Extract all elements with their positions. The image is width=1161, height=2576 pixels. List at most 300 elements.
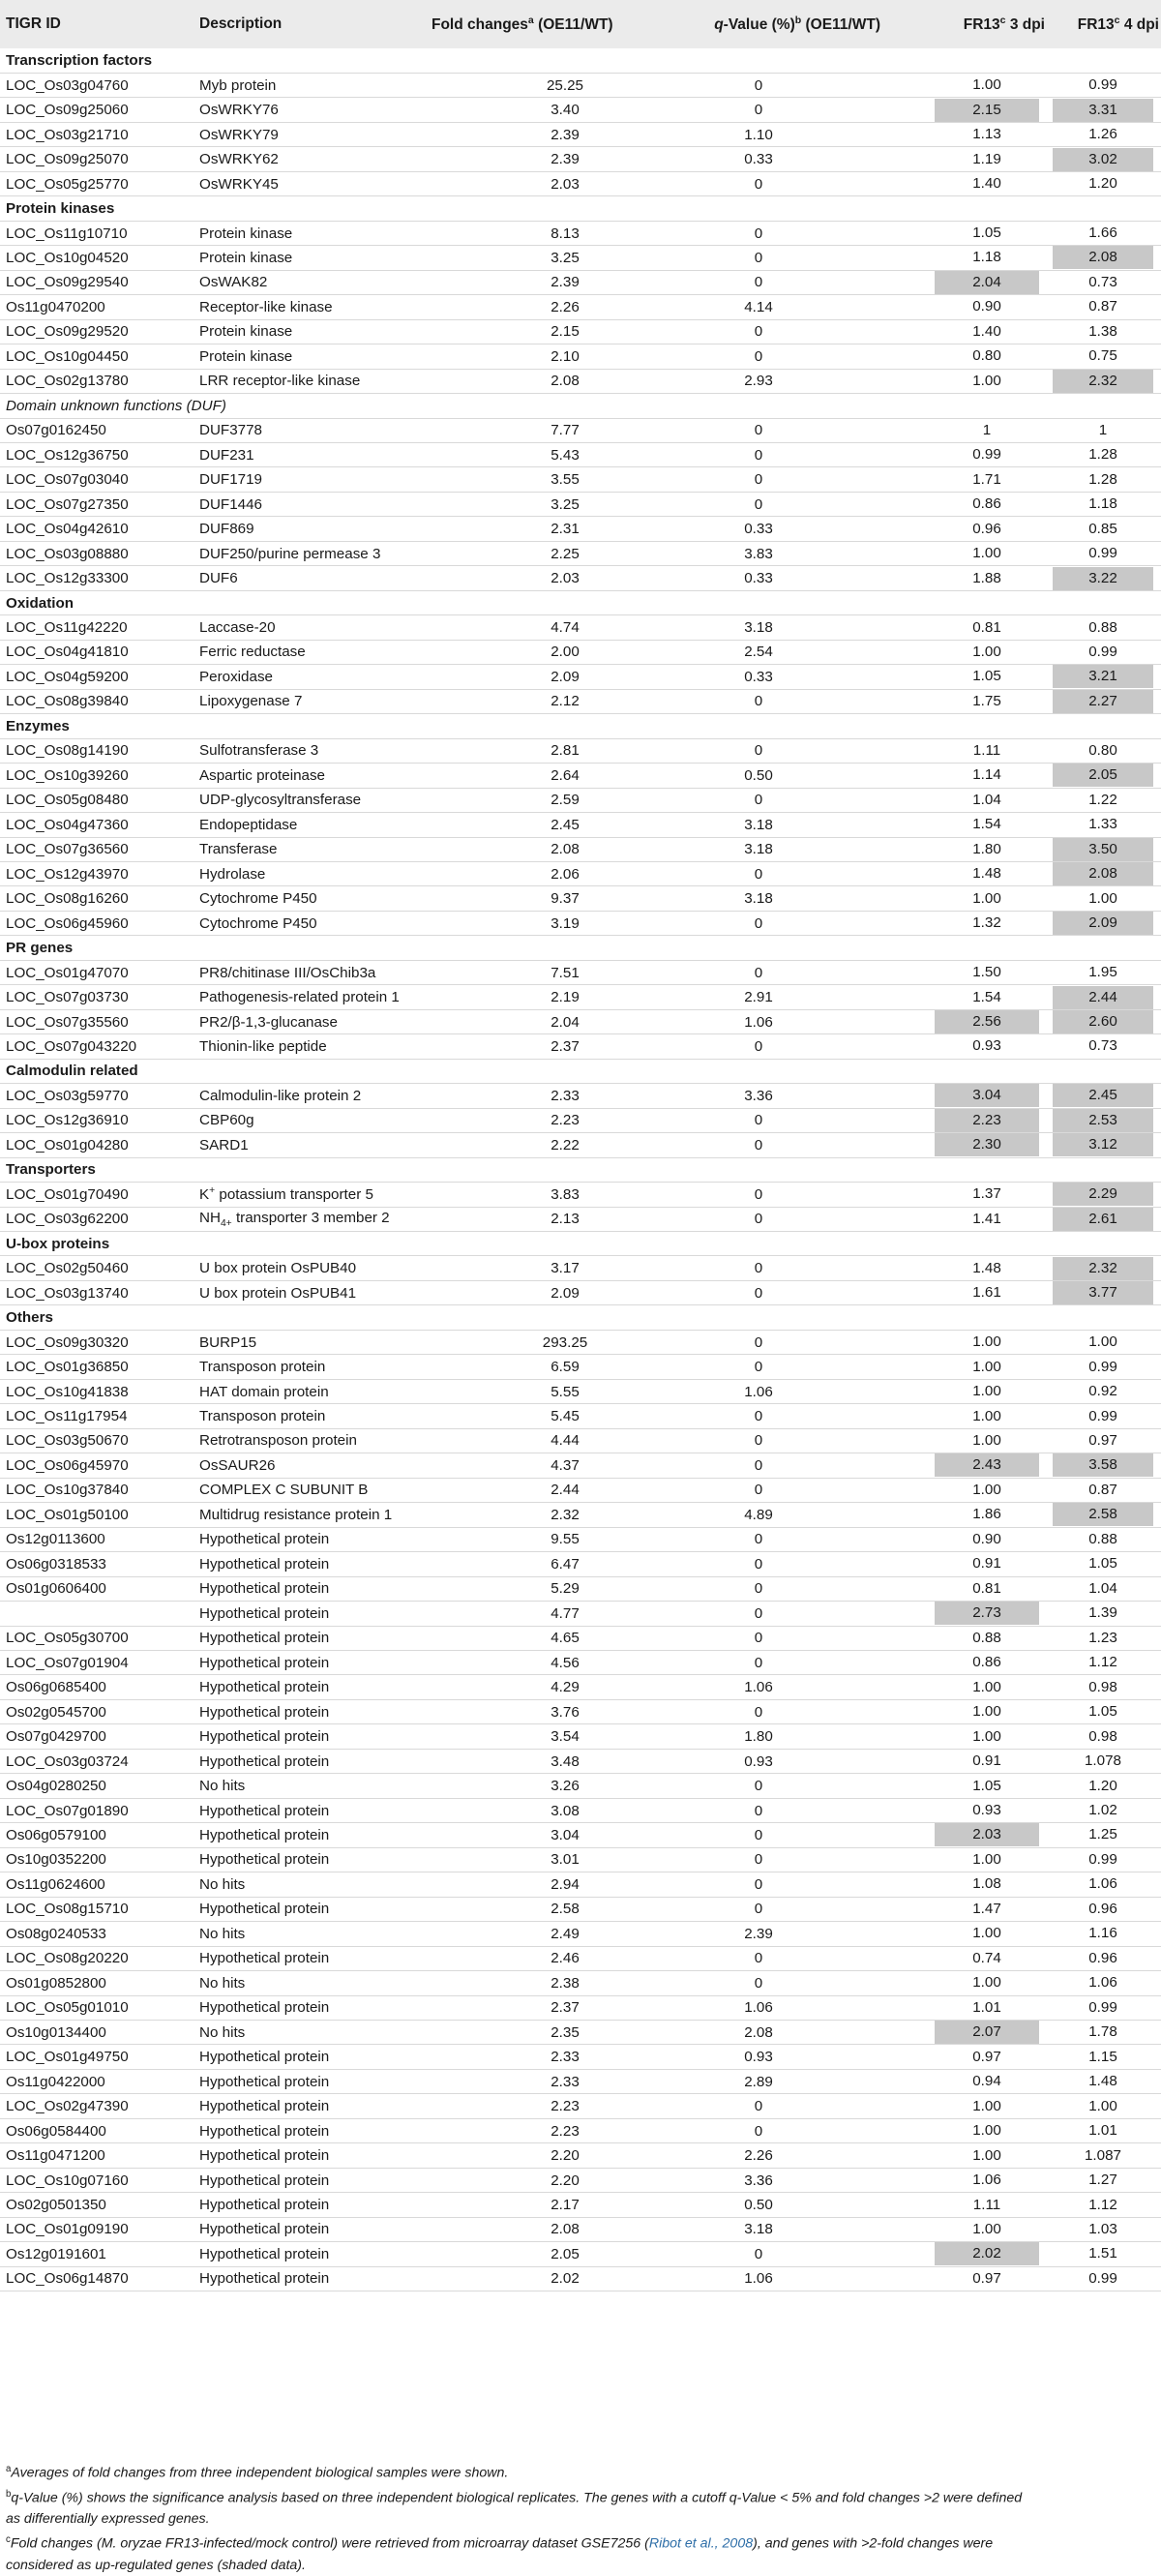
q-value-cell: 0 — [754, 742, 763, 760]
table-row — [0, 1626, 1161, 1650]
fr13-3dpi-cell — [906, 2045, 1045, 2069]
fold-change-cell: 4.74 — [551, 619, 580, 637]
fr13-4dpi-cell — [1045, 1847, 1161, 1872]
tigr-id-cell: LOC_Os02g13780 — [6, 373, 129, 390]
description-cell: DUF231 — [199, 446, 254, 464]
value: 1.39 — [1088, 1604, 1117, 1622]
q-value-cell: 3.36 — [744, 2172, 773, 2189]
fr13-3dpi-cell — [906, 615, 1045, 640]
fr13-3dpi-cell — [906, 861, 1045, 885]
value: 1.26 — [1088, 126, 1117, 143]
table-row — [0, 861, 1161, 885]
fr13-3dpi-cell — [906, 764, 1045, 788]
description-cell: Hypothetical protein — [199, 2245, 330, 2262]
value: 1.00 — [972, 1850, 1001, 1868]
tigr-id-cell: Os04g0280250 — [6, 1778, 106, 1795]
value: 1 — [1098, 421, 1108, 438]
value: 0.99 — [1088, 545, 1117, 562]
description-cell: COMPLEX C SUBUNIT B — [199, 1482, 369, 1499]
table-row — [0, 1576, 1161, 1601]
description-cell: Hypothetical protein — [199, 1802, 330, 1819]
tigr-id-cell: LOC_Os10g04450 — [6, 347, 129, 365]
description-cell: Hypothetical protein — [199, 1728, 330, 1746]
value: 0.93 — [972, 1037, 1001, 1055]
tigr-id-cell — [0, 1602, 192, 1626]
q-value-cell: 1.10 — [744, 126, 773, 143]
shaded-value: 2.60 — [1053, 1010, 1153, 1033]
header-q-value — [592, 0, 906, 48]
header-fr13-4dpi — [1045, 0, 1161, 48]
description-cell: Hypothetical protein — [199, 1555, 330, 1573]
fr13-3dpi-cell — [906, 1183, 1045, 1207]
fr13-3dpi-cell — [906, 1576, 1045, 1601]
tigr-id-cell: LOC_Os01g50100 — [6, 1506, 129, 1523]
tigr-id-cell: Os12g0113600 — [6, 1531, 105, 1548]
description-cell: OsSAUR26 — [199, 1456, 276, 1474]
fr13-4dpi-cell — [1045, 1453, 1161, 1478]
section-title: Protein kinases — [6, 200, 115, 218]
fr13-3dpi-cell — [906, 665, 1045, 689]
fr13-3dpi-cell — [906, 1527, 1045, 1551]
shaded-value: 2.04 — [935, 271, 1039, 294]
value: 1.00 — [972, 1358, 1001, 1375]
table-row — [0, 1699, 1161, 1723]
tigr-id-cell: LOC_Os07g03730 — [6, 989, 129, 1006]
value: 1.00 — [972, 1407, 1001, 1424]
tigr-id-cell: LOC_Os12g33300 — [6, 570, 129, 587]
value: 0.90 — [972, 298, 1001, 315]
value: 0.80 — [972, 347, 1001, 365]
tigr-id-cell: LOC_Os03g04760 — [6, 76, 129, 94]
tigr-id-cell: LOC_Os06g45970 — [6, 1456, 129, 1474]
value: 0.86 — [972, 495, 1001, 513]
q-value-cell: 0 — [754, 1703, 763, 1721]
footnote-b-text3: as differentially expressed genes. — [6, 2511, 210, 2528]
fr13-3dpi-cell — [906, 2143, 1045, 2168]
table-row — [0, 1922, 1161, 1946]
fold-change-cell: 4.65 — [551, 1630, 580, 1647]
fr13-3dpi-cell — [906, 1034, 1045, 1059]
fr13-3dpi-cell — [906, 2118, 1045, 2142]
description-cell: Hypothetical protein — [199, 1630, 330, 1647]
section-row — [0, 714, 1161, 738]
table-row — [0, 369, 1161, 393]
fr13-4dpi-cell — [1045, 1626, 1161, 1650]
table-row — [0, 2266, 1161, 2291]
fr13-4dpi-cell — [1045, 1922, 1161, 1946]
tigr-id-cell: LOC_Os10g04520 — [6, 249, 129, 266]
table-row — [0, 1404, 1161, 1428]
fr13-3dpi-cell — [906, 1084, 1045, 1108]
fr13-4dpi-cell — [1045, 418, 1161, 442]
header-q-label: -Value (%) — [723, 16, 795, 34]
q-value-cell: 0 — [754, 1802, 763, 1819]
fr13-4dpi-cell — [1045, 1897, 1161, 1921]
value: 1.25 — [1088, 1826, 1117, 1843]
shaded-value: 2.53 — [1053, 1109, 1153, 1132]
tigr-id-cell: LOC_Os11g42220 — [6, 619, 128, 637]
value: 1.06 — [1088, 1875, 1117, 1893]
q-value-cell: 0 — [754, 1185, 763, 1203]
q-value-cell: 0 — [754, 964, 763, 981]
value: 1.19 — [972, 150, 1001, 167]
value: 1.05 — [1088, 1703, 1117, 1721]
fr13-4dpi-cell — [1045, 443, 1161, 467]
fr13-3dpi-cell — [906, 1133, 1045, 1157]
fold-change-cell: 3.48 — [551, 1752, 580, 1770]
value: 1.88 — [972, 569, 1001, 586]
tigr-id-cell: LOC_Os10g07160 — [6, 2172, 129, 2189]
tigr-id-cell: LOC_Os01g04280 — [6, 1136, 129, 1153]
value: 0.97 — [972, 2269, 1001, 2287]
shaded-value: 2.73 — [935, 1602, 1039, 1625]
table-row — [0, 1034, 1161, 1059]
tigr-id-cell: LOC_Os09g25060 — [6, 102, 129, 119]
value: 1.00 — [972, 1431, 1001, 1449]
shaded-value: 2.23 — [935, 1109, 1039, 1132]
section-row — [0, 1305, 1161, 1330]
value: 0.99 — [972, 446, 1001, 464]
q-value-cell: 0 — [754, 1333, 763, 1351]
fold-change-cell: 2.46 — [551, 1950, 580, 1967]
description-cell: Hypothetical protein — [199, 1851, 330, 1869]
table-row — [0, 640, 1161, 664]
fold-change-cell: 5.55 — [551, 1383, 580, 1400]
fold-change-cell: 8.13 — [551, 225, 580, 242]
fr13-3dpi-cell — [906, 1798, 1045, 1822]
description-cell: OsWRKY76 — [199, 102, 279, 119]
shaded-value: 3.50 — [1053, 838, 1153, 861]
header-row — [0, 0, 1161, 48]
value: 1.80 — [972, 840, 1001, 857]
description-cell: Hypothetical protein — [199, 2172, 330, 2189]
q-value-cell: 0 — [754, 2098, 763, 2115]
tigr-id-cell: LOC_Os05g30700 — [6, 1630, 129, 1647]
value: 0.75 — [1088, 347, 1117, 365]
value: 1.00 — [1088, 2097, 1117, 2114]
table-row — [0, 517, 1161, 541]
fr13-4dpi-cell — [1045, 788, 1161, 812]
description-cell: Hypothetical protein — [199, 2197, 330, 2214]
tigr-id-cell: Os06g0579100 — [6, 1826, 106, 1843]
table-row — [0, 122, 1161, 146]
value: 1.00 — [972, 1727, 1001, 1745]
value: 1.00 — [972, 1925, 1001, 1942]
fold-change-cell: 3.83 — [551, 1185, 580, 1203]
q-value-cell: 0 — [754, 1482, 763, 1499]
header-fold-label: Fold changes — [432, 16, 528, 34]
fr13-4dpi-cell — [1045, 813, 1161, 837]
q-value-cell: 0 — [754, 422, 763, 439]
fr13-3dpi-cell — [906, 1995, 1045, 2020]
q-value-cell: 1.06 — [744, 1013, 773, 1031]
fr13-4dpi-cell — [1045, 1133, 1161, 1157]
description-cell: SARD1 — [199, 1136, 249, 1153]
fr13-3dpi-cell — [906, 1626, 1045, 1650]
fr13-3dpi-cell — [906, 1108, 1045, 1132]
tigr-id-cell: LOC_Os03g13740 — [6, 1284, 129, 1302]
fold-change-cell: 7.51 — [551, 964, 580, 981]
fold-change-cell: 2.32 — [551, 1506, 580, 1523]
q-value-cell: 0 — [754, 249, 763, 266]
value: 0.97 — [972, 2048, 1001, 2065]
table-row — [0, 295, 1161, 319]
fold-change-cell: 4.44 — [551, 1432, 580, 1450]
table-row — [0, 1995, 1161, 2020]
fr13-4dpi-cell — [1045, 1675, 1161, 1699]
shaded-value: 2.02 — [935, 2242, 1039, 2265]
description-cell: Hypothetical protein — [199, 1703, 330, 1721]
fr13-4dpi-cell — [1045, 764, 1161, 788]
fr13-3dpi-cell — [906, 985, 1045, 1009]
q-value-cell: 3.18 — [744, 619, 773, 637]
fold-change-cell: 2.20 — [551, 2147, 580, 2165]
description-cell: Hypothetical protein — [199, 1901, 330, 1918]
fr13-3dpi-cell — [906, 1009, 1045, 1033]
table-row — [0, 1527, 1161, 1551]
fold-change-cell: 3.08 — [551, 1802, 580, 1819]
q-value-cell: 3.18 — [744, 816, 773, 833]
value: 0.91 — [972, 1752, 1001, 1770]
fr13-3dpi-cell — [906, 1428, 1045, 1453]
value: 1.12 — [1088, 2196, 1117, 2213]
description-cell: DUF1719 — [199, 471, 262, 489]
value: 1.13 — [972, 126, 1001, 143]
q-value-cell: 4.89 — [744, 1506, 773, 1523]
header-fr4-label: FR13 — [1077, 16, 1115, 34]
fold-change-cell: 2.03 — [551, 570, 580, 587]
footnote-b — [6, 2484, 1157, 2531]
description-cell: U box protein OsPUB41 — [199, 1284, 357, 1302]
fr13-4dpi-cell — [1045, 246, 1161, 270]
fr13-3dpi-cell — [906, 147, 1045, 171]
description-cell: Hypothetical protein — [199, 1654, 330, 1671]
q-value-cell: 0.93 — [744, 2049, 773, 2066]
fr13-4dpi-cell — [1045, 985, 1161, 1009]
table-row — [0, 1798, 1161, 1822]
value: 0.91 — [972, 1555, 1001, 1573]
fr13-4dpi-cell — [1045, 1971, 1161, 1995]
table-row — [0, 1009, 1161, 1033]
value: 1.20 — [1088, 1777, 1117, 1794]
value: 0.96 — [1088, 1900, 1117, 1917]
shaded-value: 2.56 — [935, 1010, 1039, 1033]
fold-change-cell: 9.37 — [551, 890, 580, 908]
footnote-c-text3: ), and genes with >2-fold changes were — [753, 2536, 994, 2553]
description-cell: OsWRKY79 — [199, 126, 279, 143]
footnote-b-text2: -Value < 5% and fold changes >2 were defined — [736, 2490, 1023, 2506]
fr13-4dpi-cell — [1045, 1576, 1161, 1601]
fr13-4dpi-cell — [1045, 689, 1161, 713]
tigr-id-cell: LOC_Os06g14870 — [6, 2270, 129, 2288]
fr13-4dpi-cell — [1045, 837, 1161, 861]
tigr-id-cell: LOC_Os07g35560 — [6, 1013, 129, 1031]
table-header — [0, 0, 1161, 48]
tigr-id-cell: LOC_Os03g62200 — [6, 1211, 129, 1228]
description-cell: HAT domain protein — [199, 1383, 329, 1400]
fr13-4dpi-cell — [1045, 1872, 1161, 1897]
fr13-4dpi-cell — [1045, 1749, 1161, 1773]
shaded-value: 2.43 — [935, 1453, 1039, 1477]
fr13-4dpi-cell — [1045, 1602, 1161, 1626]
value: 1.11 — [972, 741, 1001, 759]
section-row — [0, 1059, 1161, 1083]
fold-change-cell: 3.19 — [551, 914, 580, 932]
value: 1.50 — [972, 964, 1001, 981]
tigr-id-cell: LOC_Os06g45960 — [6, 914, 129, 932]
tigr-id-cell: LOC_Os04g59200 — [6, 668, 129, 685]
value: 1.05 — [972, 225, 1001, 242]
value: 1.05 — [972, 668, 1001, 685]
tigr-id-cell: Os08g0240533 — [6, 1925, 106, 1942]
tigr-id-cell: LOC_Os12g43970 — [6, 865, 129, 883]
fr13-3dpi-cell — [906, 1602, 1045, 1626]
description-cell: Hypothetical protein — [199, 1752, 330, 1770]
fold-change-cell: 2.94 — [551, 1875, 580, 1893]
q-value-cell: 1.06 — [744, 1999, 773, 2017]
description-cell: Hypothetical protein — [199, 2147, 330, 2165]
table-row — [0, 886, 1161, 911]
fr13-3dpi-cell — [906, 813, 1045, 837]
fr13-3dpi-cell — [906, 1675, 1045, 1699]
shaded-value: 3.22 — [1053, 567, 1153, 590]
fr13-4dpi-cell — [1045, 738, 1161, 763]
header-fold-sup: a — [527, 14, 534, 26]
value: 0.81 — [972, 1579, 1001, 1597]
q-value-cell: 0 — [754, 1826, 763, 1843]
value: 0.87 — [1088, 298, 1117, 315]
description-cell: PR8/chitinase III/OsChib3a — [199, 964, 376, 981]
value: 1.00 — [972, 545, 1001, 562]
description-cell: No hits — [199, 1778, 246, 1795]
description-cell: Sulfotransferase 3 — [199, 742, 319, 760]
tigr-id-cell: LOC_Os04g41810 — [6, 644, 129, 661]
value: 1.40 — [972, 175, 1001, 193]
fr13-3dpi-cell — [906, 911, 1045, 935]
table-row — [0, 1946, 1161, 1970]
q-value-cell: 0 — [754, 1875, 763, 1893]
fold-change-cell: 2.45 — [551, 816, 580, 833]
footnote-b-q: q — [11, 2490, 19, 2506]
table-row — [0, 2193, 1161, 2217]
value: 1.087 — [1084, 2146, 1121, 2164]
fold-change-cell: 4.56 — [551, 1654, 580, 1671]
value: 0.98 — [1088, 1678, 1117, 1695]
fold-change-cell: 3.25 — [551, 249, 580, 266]
fr13-3dpi-cell — [906, 344, 1045, 369]
description-cell: CBP60g — [199, 1112, 254, 1129]
q-value-cell: 0.33 — [744, 570, 773, 587]
table-row — [0, 911, 1161, 935]
description-cell: Peroxidase — [199, 668, 273, 685]
value: 1.48 — [972, 1259, 1001, 1276]
description-cell: BURP15 — [199, 1333, 257, 1351]
q-value-cell: 2.39 — [744, 1925, 773, 1942]
fr13-3dpi-cell — [906, 369, 1045, 393]
table-row — [0, 147, 1161, 171]
table-row — [0, 566, 1161, 590]
table-row — [0, 1823, 1161, 1847]
tigr-id-cell: LOC_Os03g21710 — [6, 126, 129, 143]
fold-change-cell: 2.23 — [551, 2098, 580, 2115]
tigr-id-cell: LOC_Os12g36910 — [6, 1112, 129, 1129]
fr13-4dpi-cell — [1045, 960, 1161, 984]
footnote-c-text2: FR13-infected/mock control) were retrieved from microarray dataset GSE7256 ( — [161, 2536, 649, 2553]
value: 1.00 — [972, 372, 1001, 389]
description-cell: PR2/β-1,3-glucanase — [199, 1013, 338, 1031]
fold-change-cell: 2.23 — [551, 1112, 580, 1129]
fold-change-cell: 2.64 — [551, 766, 580, 784]
fr13-4dpi-cell — [1045, 1404, 1161, 1428]
fold-change-cell: 2.39 — [551, 126, 580, 143]
value: 1.00 — [972, 1678, 1001, 1695]
fr13-3dpi-cell — [906, 788, 1045, 812]
tigr-id-cell: Os10g0134400 — [6, 2023, 106, 2041]
fr13-3dpi-cell — [906, 1823, 1045, 1847]
fold-change-cell: 25.25 — [546, 76, 583, 94]
description-cell: Thionin-like peptide — [199, 1037, 327, 1055]
table-row — [0, 1478, 1161, 1502]
fr13-3dpi-cell — [906, 1503, 1045, 1527]
table-row — [0, 2045, 1161, 2069]
description-cell: Aspartic proteinase — [199, 766, 326, 784]
fr13-4dpi-cell — [1045, 1478, 1161, 1502]
q-value-cell: 0.33 — [744, 151, 773, 168]
q-value-cell: 1.06 — [744, 1383, 773, 1400]
fr13-4dpi-cell — [1045, 541, 1161, 565]
description-cell: No hits — [199, 1925, 246, 1942]
fr13-4dpi-cell — [1045, 221, 1161, 245]
q-value-cell: 0 — [754, 1654, 763, 1671]
section-title: Transcription factors — [6, 51, 153, 69]
fr13-4dpi-cell — [1045, 517, 1161, 541]
q-value-cell: 0.50 — [744, 766, 773, 784]
shaded-value: 2.27 — [1053, 690, 1153, 713]
description-cell: Hypothetical protein — [199, 2122, 330, 2140]
value: 1.27 — [1088, 2172, 1117, 2189]
header-q-suffix: (OE11/WT) — [801, 16, 880, 34]
tigr-id-cell: LOC_Os03g03724 — [6, 1752, 129, 1770]
fr13-3dpi-cell — [906, 2021, 1045, 2045]
fr13-3dpi-cell — [906, 1330, 1045, 1354]
table-row — [0, 2069, 1161, 2093]
shaded-value: 3.02 — [1053, 148, 1153, 171]
fr13-3dpi-cell — [906, 1897, 1045, 1921]
fr13-4dpi-cell — [1045, 1724, 1161, 1749]
tigr-id-cell: LOC_Os07g36560 — [6, 841, 129, 858]
fr13-4dpi-cell — [1045, 2143, 1161, 2168]
description-cell: OsWRKY62 — [199, 151, 279, 168]
footnote-c-reference-link[interactable]: Ribot et al., 2008 — [648, 2536, 754, 2553]
fr13-3dpi-cell — [906, 1749, 1045, 1773]
fold-change-cell: 2.06 — [551, 865, 580, 883]
fr13-4dpi-cell — [1045, 1009, 1161, 1033]
table-row — [0, 1971, 1161, 1995]
fr13-4dpi-cell — [1045, 2094, 1161, 2118]
description-cell: DUF3778 — [199, 422, 262, 439]
q-value-cell: 3.18 — [744, 841, 773, 858]
value: 1.00 — [972, 1481, 1001, 1498]
section-row — [0, 394, 1161, 418]
value: 1.00 — [972, 889, 1001, 907]
table-row — [0, 960, 1161, 984]
footnote-b-q2: q — [729, 2490, 737, 2506]
fold-change-cell: 2.38 — [551, 1974, 580, 1992]
value: 0.88 — [1088, 618, 1117, 636]
fr13-3dpi-cell — [906, 1404, 1045, 1428]
fr13-3dpi-cell — [906, 1971, 1045, 1995]
fr13-4dpi-cell — [1045, 566, 1161, 590]
